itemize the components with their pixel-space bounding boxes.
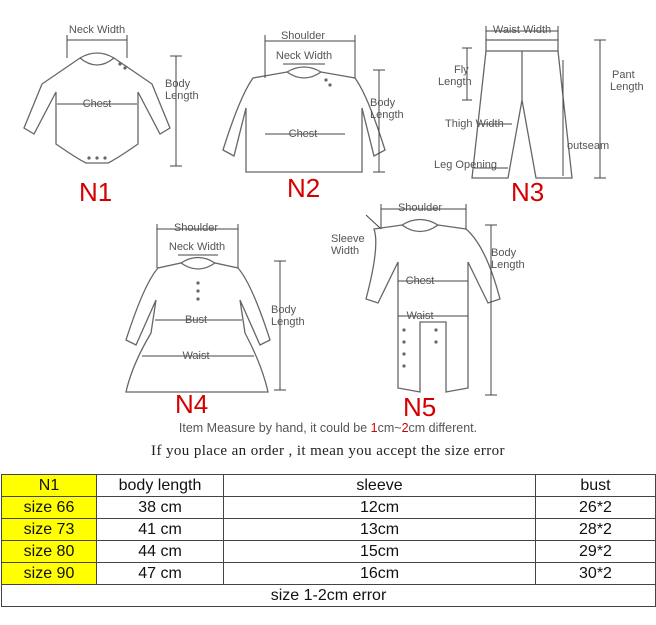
n3-waist-width-label: Waist Width (492, 24, 552, 36)
sleeve-cell: 16cm (224, 563, 536, 585)
n3-outseam-label: outseam (567, 140, 610, 152)
measure-note (0, 421, 656, 435)
n5-sleeve-width-label: Sleeve (331, 233, 365, 245)
size-cell: size 80 (2, 541, 97, 563)
n2-code: N2 (287, 173, 321, 203)
size-error-note: If you place an order , it mean you accept the size error (151, 443, 505, 459)
n4-waist-label: Waist (182, 350, 210, 362)
size-error-footer: size 1-2cm error (2, 585, 656, 607)
table-row (2, 497, 656, 519)
size-table (1, 474, 656, 607)
sleeve-cell: 13cm (224, 519, 536, 541)
n2-shoulder-label: Shoulder (280, 30, 326, 42)
n4-code: N4 (175, 389, 209, 419)
table-row (2, 541, 656, 563)
n3-pants-figure (462, 26, 606, 178)
n4-body-length-label: Body (271, 304, 297, 316)
n5-sleeve-width-label-2: Width (331, 245, 360, 257)
n1-body-length-label: Body (165, 78, 191, 90)
header-body-length: body length (97, 475, 224, 497)
n3-fly-length-label: Fly (454, 64, 469, 76)
n5-body-length-label: Body (491, 247, 517, 259)
body-length-cell: 38 cm (97, 497, 224, 519)
n3-leg-opening-label: Leg Opening (434, 159, 497, 171)
n5-body-length-label-2: Length (491, 259, 525, 271)
header-n1: N1 (2, 475, 97, 497)
n4-neck-width-label: Neck Width (168, 241, 226, 253)
n2-body-length-label: Body (370, 97, 396, 109)
n2-body-length-label-2: Length (370, 109, 404, 121)
n5-romper-figure (366, 204, 500, 395)
header-sleeve: sleeve (224, 475, 536, 497)
body-length-cell: 47 cm (97, 563, 224, 585)
measure-note-prefix: Item Measure by hand, it could be (178, 421, 371, 435)
n1-chest-label: Chest (82, 98, 112, 110)
measure-note-max: 2 (401, 421, 409, 435)
n3-thigh-width-label: Thigh Width (445, 118, 504, 130)
n2-neck-width-label: Neck Width (275, 50, 333, 62)
size-cell: size 73 (2, 519, 97, 541)
measure-note-min: 1 (370, 421, 378, 435)
n3-pant-length-label: Pant (612, 69, 635, 81)
n5-chest-label: Chest (405, 275, 435, 287)
measure-note-suffix: cm different. (408, 421, 478, 435)
measure-note-mid: cm~ (377, 421, 402, 435)
n1-code: N1 (79, 177, 113, 207)
header-bust: bust (536, 475, 656, 497)
sleeve-cell: 15cm (224, 541, 536, 563)
table-row (2, 519, 656, 541)
bust-cell: 26*2 (536, 497, 656, 519)
table-header-row (2, 475, 656, 497)
size-cell: size 66 (2, 497, 97, 519)
bust-cell: 30*2 (536, 563, 656, 585)
n4-bust-label: Bust (184, 314, 208, 326)
table-footer-row (2, 585, 656, 607)
n5-code: N5 (403, 392, 437, 422)
body-length-cell: 44 cm (97, 541, 224, 563)
size-cell: size 90 (2, 563, 97, 585)
n4-shoulder-label: Shoulder (173, 222, 219, 234)
body-length-cell: 41 cm (97, 519, 224, 541)
sleeve-cell: 12cm (224, 497, 536, 519)
n1-body-length-label-2: Length (165, 90, 199, 102)
n3-pant-length-label-2: Length (610, 81, 644, 93)
n5-shoulder-label: Shoulder (397, 202, 443, 214)
n5-waist-label: Waist (406, 310, 434, 322)
table-row (2, 563, 656, 585)
n2-chest-label: Chest (288, 128, 318, 140)
n3-code: N3 (511, 177, 545, 207)
n3-fly-length-label-2: Length (438, 76, 472, 88)
bust-cell: 28*2 (536, 519, 656, 541)
n4-body-length-label-2: Length (271, 316, 305, 328)
n1-neck-width-label: Neck Width (68, 24, 126, 36)
bust-cell: 29*2 (536, 541, 656, 563)
